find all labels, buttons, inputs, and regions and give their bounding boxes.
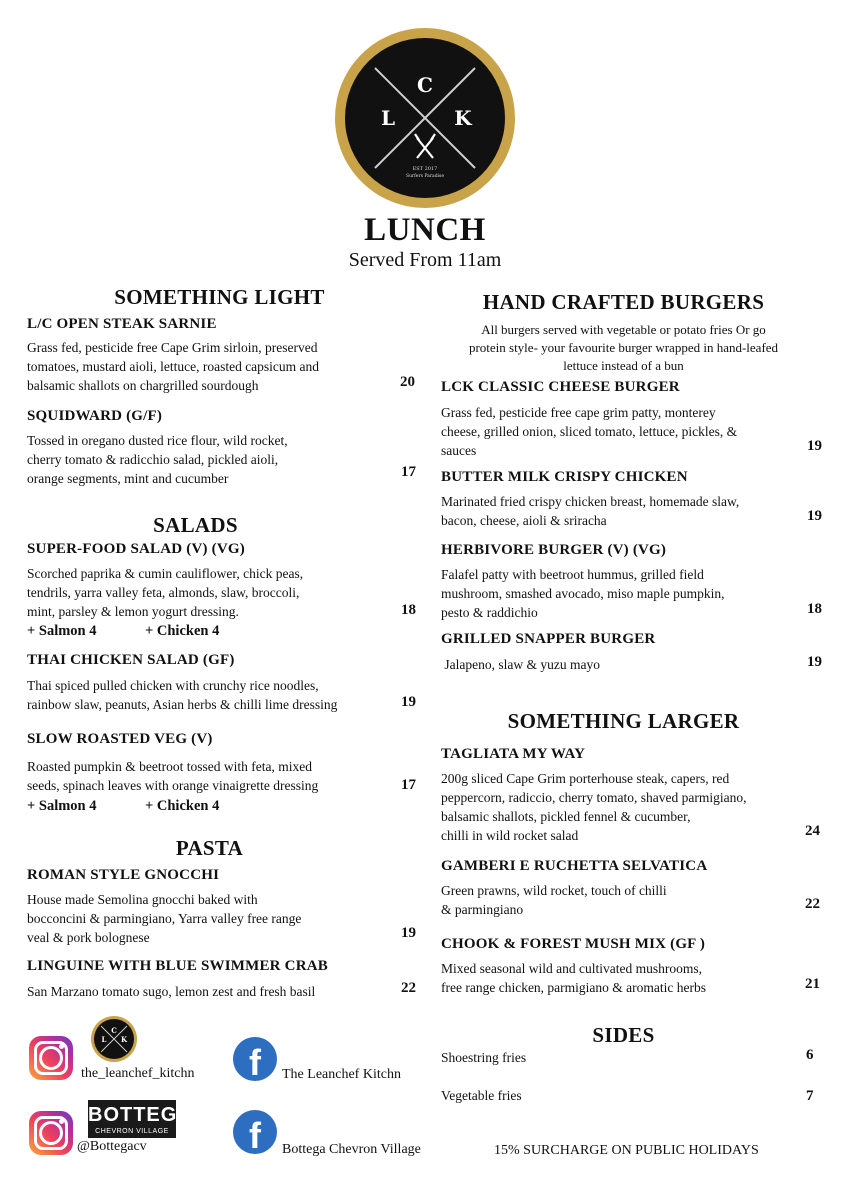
instagram-handle-bottega[interactable]: @Bottegacv: [77, 1139, 147, 1154]
addon-chicken: + Chicken 4: [145, 798, 220, 814]
logo-letter-c: C: [417, 73, 433, 97]
item-desc: Thai spiced pulled chicken with crunchy rice noodles, rainbow slaw, peanuts, Asian herbs & chilli lime dressing: [27, 678, 338, 712]
item-price: 20: [400, 374, 415, 390]
addon-chicken: + Chicken 4: [145, 623, 220, 639]
addon-salmon: + Salmon 4: [27, 623, 97, 639]
item-price: 22: [401, 980, 416, 996]
item-price: 18: [807, 601, 822, 617]
item-desc: Grass fed, pesticide free cape grim patty, monterey cheese, grilled onion, sliced tomato, lettuce, pickles, & sauces: [441, 405, 738, 458]
item-name: CHOOK & FOREST MUSH MIX (GF ): [441, 936, 706, 952]
item-desc: Tossed in oregano dusted rice flour, wild rocket, cherry tomato & radicchio salad, pickled aioli, orange segments, mint and cucumber: [27, 433, 288, 486]
section-heading-something-light: SOMETHING LIGHT: [114, 285, 325, 309]
surcharge-note: 15% SURCHARGE ON PUBLIC HOLIDAYS: [494, 1143, 759, 1158]
item-desc: 200g sliced Cape Grim porterhouse steak, capers, red peppercorn, radiccio, cherry tomato, shaved parmigiano, balsamic shallots, pickled fennel & cucumber, chilli in wild rocket salad: [441, 771, 747, 843]
item-name: TAGLIATA MY WAY: [441, 746, 586, 762]
item-name: SLOW ROASTED VEG (V): [27, 731, 213, 747]
section-heading-something-larger: SOMETHING LARGER: [507, 709, 740, 733]
item-price: 21: [805, 976, 820, 992]
item-name: LINGUINE WITH BLUE SWIMMER CRAB: [27, 958, 328, 974]
item-name: BUTTER MILK CRISPY CHICKEN: [441, 469, 688, 485]
item-desc: Scorched paprika & cumin cauliflower, chick peas, tendrils, yarra valley feta, almonds, slaw, broccoli, mint, parsley & lemon yogurt dressing.: [27, 566, 304, 619]
instagram-icon[interactable]: [29, 1111, 73, 1155]
item-price: 19: [807, 654, 822, 670]
item-desc: Marinated fried crispy chicken breast, homemade slaw, bacon, cheese, aioli & sriracha: [441, 494, 740, 528]
addon-salmon: + Salmon 4: [27, 798, 97, 814]
item-desc: Falafel patty with beetroot hummus, grilled field mushroom, smashed avocado, miso maple pumpkin, pesto & raddichio: [441, 567, 725, 620]
section-heading-pasta: PASTA: [175, 836, 244, 860]
svg-text:K: K: [120, 1035, 128, 1044]
item-desc: Mixed seasonal wild and cultivated mushrooms, free range chicken, parmigiano & aromatic herbs: [441, 961, 707, 995]
section-heading-burgers: HAND CRAFTED BURGERS: [482, 290, 765, 314]
item-price: 17: [401, 464, 416, 480]
item-price: 17: [401, 777, 416, 793]
logo-letter-l: L: [380, 106, 396, 130]
item-name: L/C OPEN STEAK SARNIE: [27, 316, 217, 332]
item-name: ROMAN STYLE GNOCCHI: [27, 867, 220, 883]
section-heading-sides: SIDES: [592, 1023, 655, 1047]
item-price: 19: [401, 925, 416, 941]
logo-est: EST 2017: [412, 166, 438, 172]
item-name: GRILLED SNAPPER BURGER: [441, 631, 656, 647]
item-price: 24: [805, 823, 820, 839]
item-price: 22: [805, 896, 820, 912]
bottega-logo: BOTTEGA CHEVRON VILLAGE: [88, 1100, 176, 1138]
facebook-page-bottega[interactable]: Bottega Chevron Village: [282, 1142, 421, 1157]
side-item: Shoestring fries: [441, 1050, 527, 1065]
lck-logo: [333, 26, 517, 210]
item-desc: House made Semolina gnocchi baked with bocconcini & parmingiano, Yarra valley free range veal & pork bolognese: [27, 892, 302, 945]
logo-place: Surfers Paradise: [406, 174, 444, 179]
logo-letter-k: K: [454, 106, 472, 130]
item-name: LCK CLASSIC CHEESE BURGER: [441, 379, 680, 395]
svg-text:C: C: [111, 1026, 117, 1035]
facebook-icon[interactable]: f: [233, 1037, 277, 1081]
item-desc: Roasted pumpkin & beetroot tossed with feta, mixed seeds, spinach leaves with orange vinaigrette dressing: [27, 759, 319, 793]
item-name: SUPER-FOOD SALAD (V) (VG): [27, 541, 245, 557]
item-desc: San Marzano tomato sugo, lemon zest and fresh basil: [27, 984, 316, 999]
item-desc: Jalapeno, slaw & yuzu mayo: [441, 657, 600, 672]
lck-mini-logo: [90, 1015, 138, 1067]
facebook-page-lck[interactable]: The Leanchef Kitchn: [282, 1067, 401, 1082]
item-price: 19: [807, 508, 822, 524]
item-name: SQUIDWARD (G/F): [27, 408, 163, 424]
item-name: GAMBERI E RUCHETTA SELVATICA: [441, 858, 708, 874]
page-title: LUNCH: [364, 212, 486, 248]
facebook-icon[interactable]: f: [233, 1110, 277, 1154]
item-price: 18: [401, 602, 416, 618]
item-price: 19: [401, 694, 416, 710]
section-heading-salads: SALADS: [153, 513, 238, 537]
item-name: THAI CHICKEN SALAD (GF): [27, 652, 235, 668]
item-desc: Green prawns, wild rocket, touch of chilli & parmingiano: [441, 883, 667, 917]
instagram-handle-lck[interactable]: the_leanchef_kitchn: [81, 1066, 195, 1081]
side-item: Vegetable fries: [441, 1088, 522, 1103]
item-price: 6: [806, 1047, 814, 1063]
svg-text:L: L: [101, 1035, 107, 1044]
item-name: HERBIVORE BURGER (V) (VG): [441, 542, 667, 558]
item-price: 7: [806, 1088, 814, 1104]
page-subtitle: Served From 11am: [348, 249, 502, 271]
instagram-icon[interactable]: [29, 1036, 73, 1080]
burgers-intro: All burgers served with vegetable or potato fries Or go protein style- your favourite burger wrapped in hand-leafed lettuce instead of a bun: [468, 322, 779, 373]
item-desc: Grass fed, pesticide free Cape Grim sirloin, preserved tomatoes, mustard aioli, lettuce, roasted capsicum and balsamic shallots on chargrilled sourdough: [27, 340, 320, 393]
item-price: 19: [807, 438, 822, 454]
